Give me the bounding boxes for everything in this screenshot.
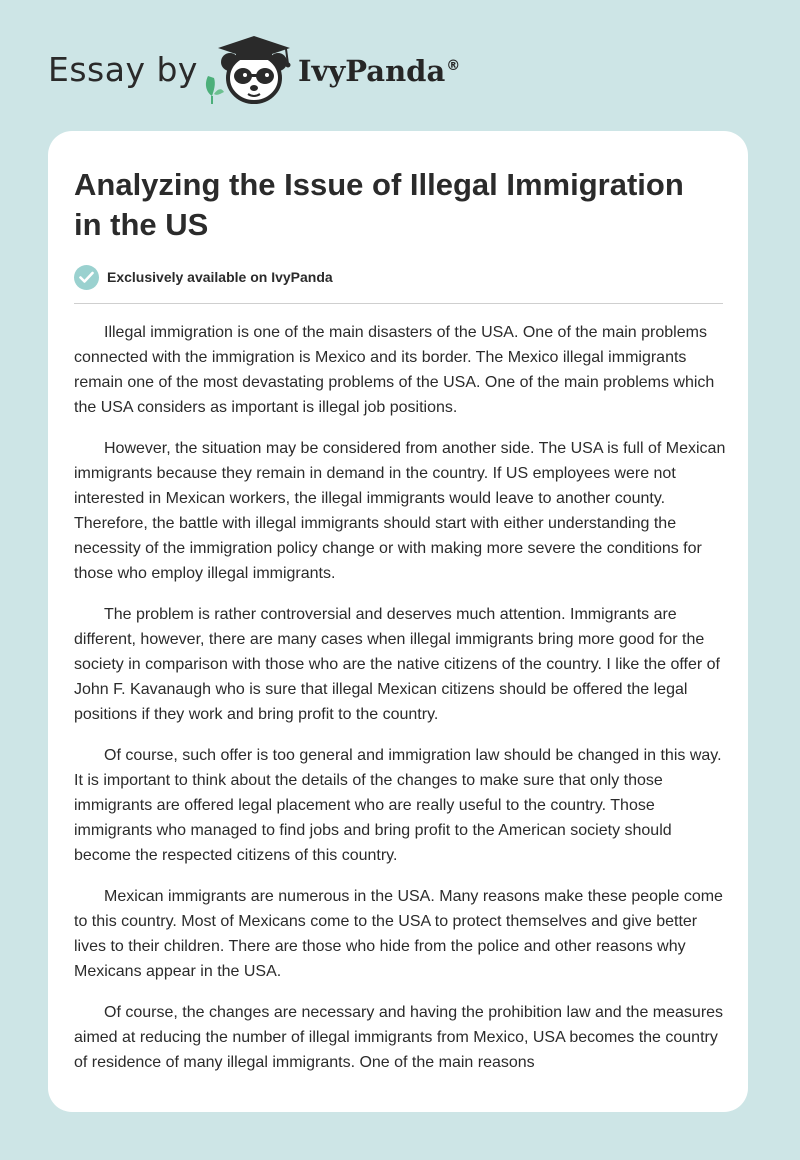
- exclusive-badge: [74, 264, 333, 290]
- paragraph: Illegal immigration is one of the main disasters of the USA. One of the main problems connected with the immigration is Mexico and its border. The Mexico illegal immigrants remain one of the most devastating problems of the USA. One of the main problems which the USA considers as important is illegal job positions.: [74, 324, 715, 416]
- essay-by-label: Essay by: [48, 50, 198, 89]
- essay-body: [74, 320, 726, 1091]
- check-circle-icon: [74, 265, 99, 290]
- page-title: Analyzing the Issue of Illegal Immigration in the US: [74, 167, 684, 242]
- brand-name[interactable]: IvyPanda®: [298, 54, 461, 88]
- paragraph: Mexican immigrants are numerous in the USA. Many reasons make these people come to this country. Most of Mexicans come to the USA to protect themselves and give better lives to their children. There are those who hide from the police and other reasons why Mexicans appear in the USA.: [74, 888, 723, 980]
- paragraph: However, the situation may be considered from another side. The USA is full of Mexican immigrants because they remain in demand in the country. If US employees were not interested in Mexican workers, the illegal immigrants would leave to another county. Therefore, the battle with illegal immigrants should start with either understanding the necessity of the immigration policy change or with making more severe the conditions for those who employ illegal immigrants.: [74, 440, 726, 582]
- paragraph: The problem is rather controversial and deserves much attention. Immigrants are different, however, there are many cases when illegal immigrants bring more good for the society in comparison with those who are the native citizens of the country. I like the offer of John F. Kavanaugh who is sure that illegal Mexican citizens should be offered the legal positions if they work and bring profit to the country.: [74, 606, 720, 723]
- paragraph: Of course, the changes are necessary and having the prohibition law and the measures aimed at reducing the number of illegal immigrants from Mexico, USA becomes the country of residence of many illegal immigrants. One of the main reasons: [74, 1004, 724, 1071]
- site-header: [48, 30, 528, 110]
- panda-graduate-logo-icon[interactable]: [200, 32, 296, 108]
- paragraph: Of course, such offer is too general and immigration law should be changed in this way. It is important to think about the details of the changes to make sure that only those immigrants are offered legal placement who are really useful to the country. Those immigrants who managed to find jobs and bring profit to the American society should become the respected citizens of this country.: [74, 747, 722, 864]
- essay-card: [48, 131, 748, 1112]
- divider: [74, 303, 723, 304]
- registered-mark: ®: [446, 58, 461, 75]
- badge-label: Exclusively available on IvyPanda: [107, 269, 333, 285]
